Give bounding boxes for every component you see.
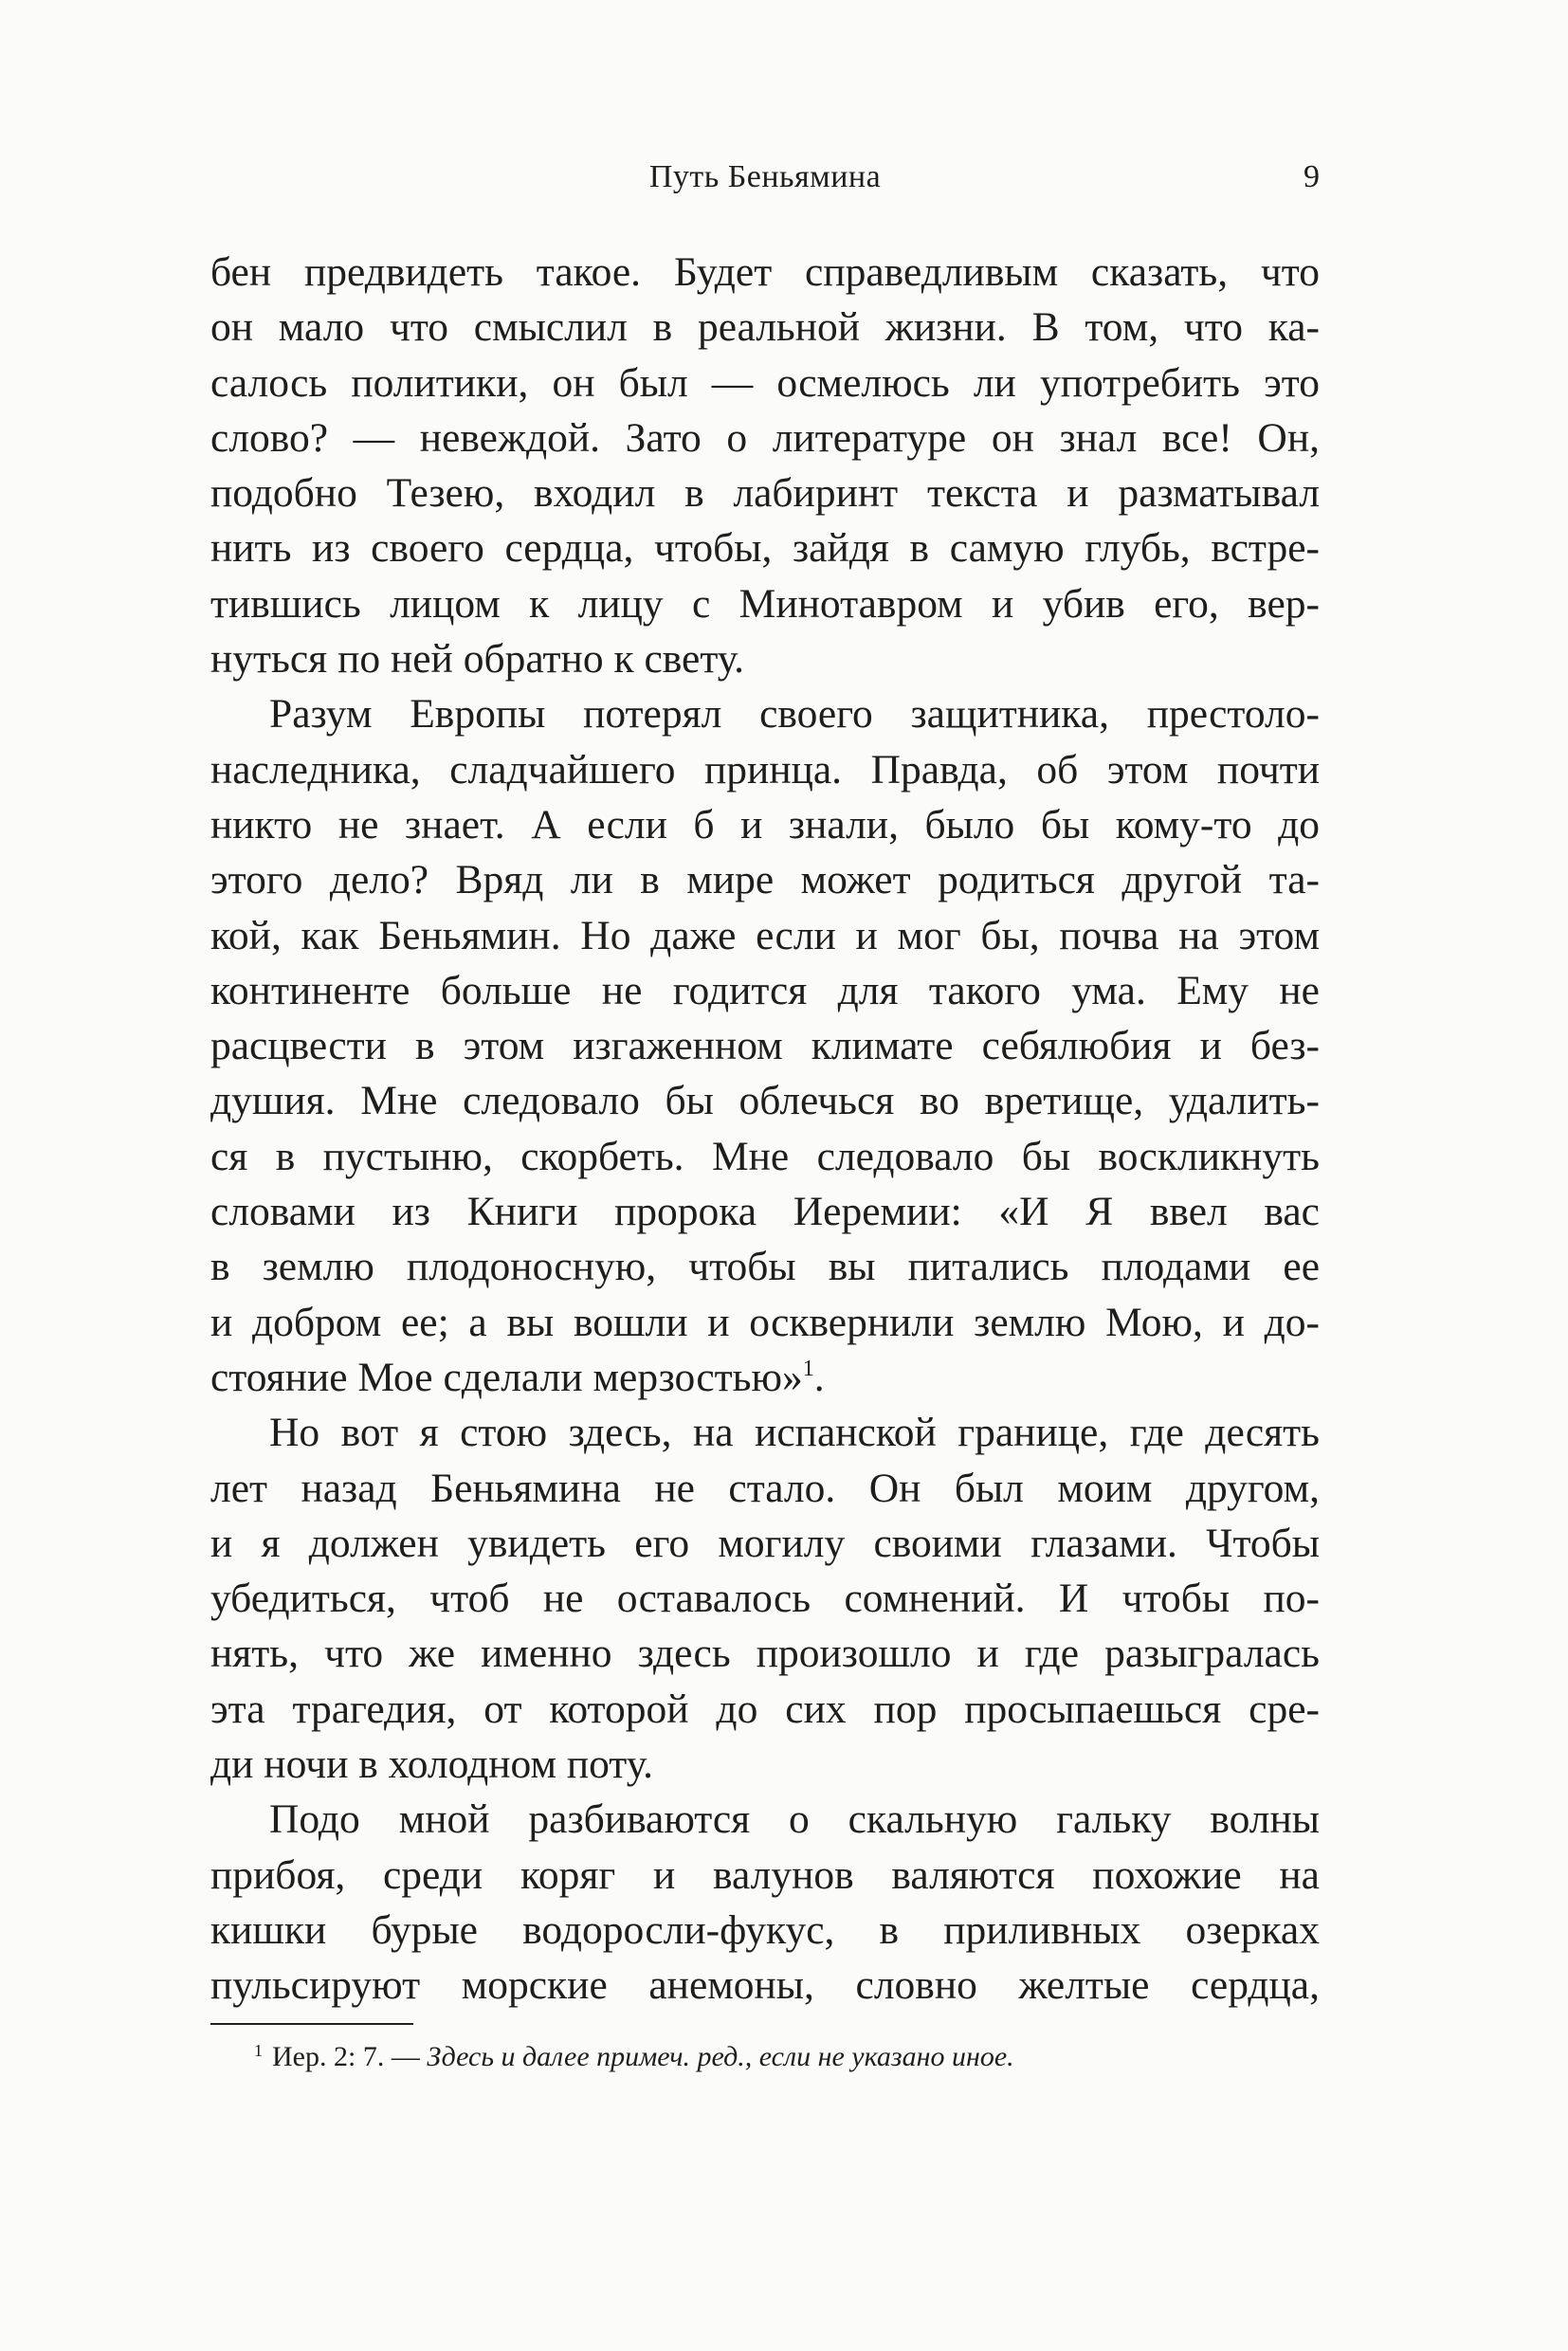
text-line: тившись лицом к лицу с Минотавром и убив его, вер-	[210, 580, 1320, 627]
text-line: ди ночи в холодном поту.	[210, 1741, 654, 1788]
text-line-content: стояние Мое сделали мерзостью»	[210, 1354, 803, 1400]
text-line: и я должен увидеть его могилу своими глазами. Чтобы	[210, 1520, 1320, 1566]
text-line: прибоя, среди коряг и валунов валяются похожие на	[210, 1851, 1320, 1898]
text-line: и добром ее; а вы вошли и осквернили землю Мою, и до-	[210, 1299, 1320, 1345]
text-line: бен предвидеть такое. Будет справедливым сказать, что	[210, 249, 1320, 295]
running-title: Путь Беньямина	[648, 159, 882, 194]
footnote-reference[interactable]: 1	[802, 1356, 814, 1381]
text-line: континенте больше не годится для такого ума. Ему не	[210, 967, 1320, 1013]
text-line: эта трагедия, от которой до сих пор просыпаешься сре-	[210, 1686, 1320, 1732]
text-line: слово? — невеждой. Зато о литературе он знал все! Он,	[210, 414, 1320, 461]
text-line: убедиться, чтоб не оставалось сомнений. И чтобы по-	[210, 1576, 1320, 1622]
text-line: Но вот я стою здесь, на испанской границе, где десять	[269, 1410, 1320, 1456]
footnote-note: Здесь и далее примеч. ред., если не указано иное.	[427, 2041, 1014, 2072]
text-line: лет назад Беньямина не стало. Он был моим другом,	[210, 1465, 1320, 1511]
text-line: никто не знает. А если б и знали, было бы кому-то до	[210, 801, 1320, 847]
text-line: подобно Тезею, входил в лабиринт текста и разматывал	[210, 470, 1320, 517]
text-line: наследника, сладчайшего принца. Правда, об этом почти	[210, 746, 1320, 793]
text-line: кишки бурые водоросли-фукус, в приливных озерках	[210, 1906, 1320, 1953]
footnote-divider	[210, 2023, 413, 2025]
page-number: 9	[1304, 159, 1320, 194]
text-line: душия. Мне следовало бы облечься во вретище, удалить-	[210, 1078, 1320, 1124]
body-text	[210, 245, 1320, 2014]
text-line: расцвести в этом изгаженном климате себялюбия и без-	[210, 1023, 1320, 1069]
text-line: нять, что же именно здесь произошло и где разыгралась	[210, 1631, 1320, 1677]
footnote-marker: 1	[254, 2041, 263, 2060]
text-line: кой, как Беньямин. Но даже если и мог бы, почва на этом	[210, 912, 1320, 958]
text-line: в землю плодоносную, чтобы вы питались плодами ее	[210, 1244, 1320, 1290]
text-line: Подо мной разбиваются о скальную гальку волны	[269, 1796, 1320, 1843]
text-line: Разум Европы потерял своего защитника, престоло-	[269, 691, 1320, 738]
text-line: словами из Книги пророка Иеремии: «И Я ввел вас	[210, 1189, 1320, 1235]
text-line: он мало что смыслил в реальной жизни. В том, что ка-	[210, 304, 1320, 351]
footnote-reference-text: Иер. 2: 7. —	[272, 2041, 428, 2072]
text-line: пульсируют морские анемоны, словно желтые сердца,	[210, 1962, 1320, 2009]
text-line: нить из своего сердца, чтобы, зайдя в самую глубь, встре-	[210, 525, 1320, 572]
text-line: этого дело? Вряд ли в мире может родиться другой та-	[210, 857, 1320, 903]
text-line: салось политики, он был — осмелюсь ли употребить это	[210, 359, 1320, 406]
text-line: стояние Мое сделали мерзостью»$^1$.	[210, 1354, 825, 1400]
footnote	[254, 2038, 1297, 2076]
text-line: ся в пустыню, скорбеть. Мне следовало бы воскликнуть	[210, 1133, 1320, 1179]
running-head	[210, 159, 1320, 207]
text-line: нуться по ней обратно к свету.	[210, 636, 745, 683]
